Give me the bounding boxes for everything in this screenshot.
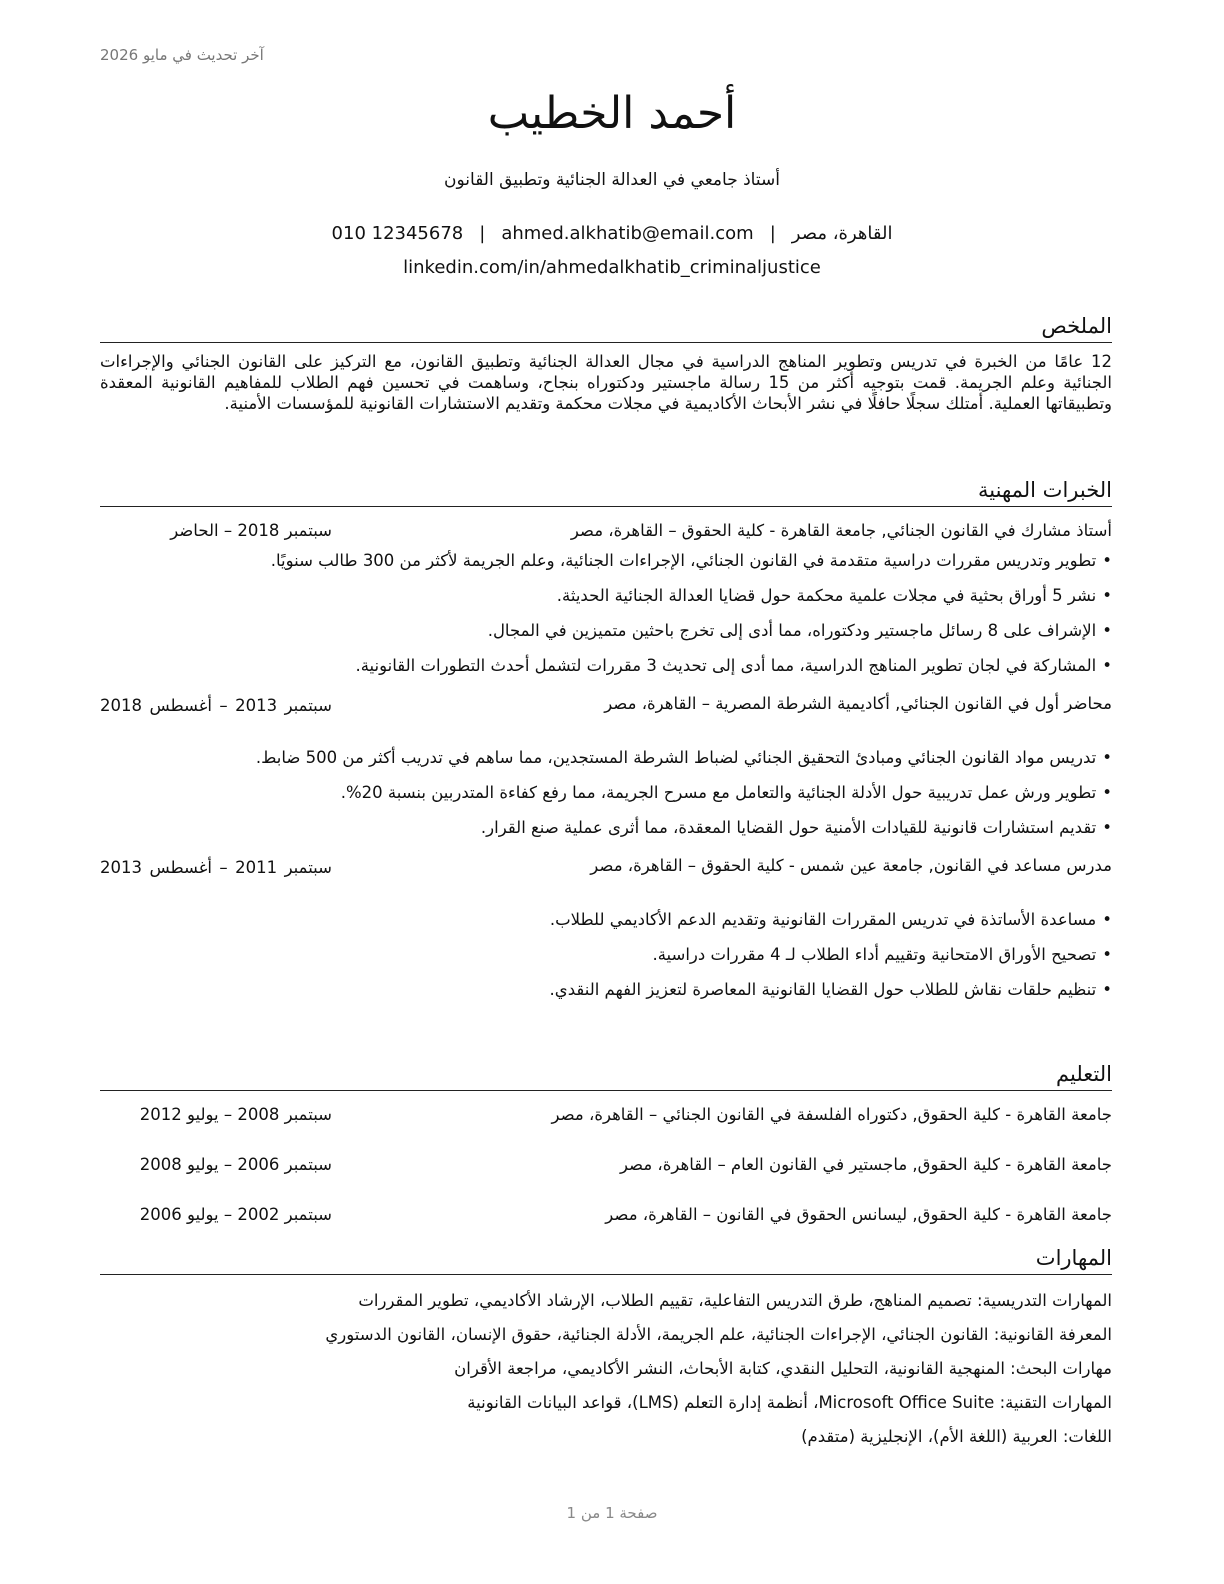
list-item: •تصحيح الأوراق الامتحانية وتقييم أداء الطلاب لـ 4 مقررات دراسية. bbox=[652, 945, 1112, 964]
separator: | bbox=[479, 223, 486, 244]
job-position: أستاذ مشارك في القانون الجنائي, جامعة القاهرة - كلية الحقوق – القاهرة، مصر bbox=[570, 521, 1112, 540]
skills-section bbox=[100, 1244, 1112, 1459]
list-item: •تدريس مواد القانون الجنائي ومبادئ التحقيق الجنائي لضباط الشرطة المستجدين، مما ساهم في تدريب أكثر من 500 ضابط. bbox=[255, 748, 1112, 767]
job-header bbox=[100, 694, 1112, 744]
job-position: مدرس مساعد في القانون, جامعة عين شمس - كلية الحقوق – القاهرة، مصر bbox=[590, 856, 1112, 875]
experience-title: الخبرات المهنية bbox=[100, 476, 1112, 507]
page-number: صفحة 1 من 1 bbox=[566, 1504, 658, 1522]
job-entry bbox=[100, 694, 1112, 840]
job-header bbox=[100, 521, 1112, 547]
email-link[interactable]: ahmed.alkhatib@email.com bbox=[501, 223, 754, 244]
skills-list bbox=[100, 1289, 1112, 1449]
education-degree: جامعة القاهرة - كلية الحقوق, دكتوراه الفلسفة في القانون الجنائي – القاهرة، مصر bbox=[551, 1105, 1112, 1124]
summary-text: 12 عامًا من الخبرة في تدريس وتطوير المناهج الدراسية في مجال العدالة الجنائية وتطبيق القانون، مع التركيز على القانون الجنائي والإجراءات الجنائية وعلم الجريمة. قمت بتوجيه أكثر من 15 رسالة ماجستير ودكتوراه بنجاح، وساهمت في تحسين فهم الطلاب للمفاهيم القانونية المعقدة وتطبيقاتها العملية. أمتلك سجلًا حافلًا في نشر الأبحاث الأكاديمية في مجلات محكمة وتقديم الاستشارات القانونية للمؤسسات الأمنية. bbox=[100, 352, 1112, 413]
job-bullets bbox=[100, 549, 1112, 678]
person-name: أحمد الخطيب bbox=[487, 88, 737, 139]
skills-title: المهارات bbox=[100, 1244, 1112, 1275]
list-item: •نشر 5 أوراق بحثية في مجلات علمية محكمة حول قضايا العدالة الجنائية الحديثة. bbox=[556, 586, 1112, 605]
location: القاهرة، مصر bbox=[791, 223, 893, 244]
job-bullets bbox=[100, 746, 1112, 840]
education-degree: جامعة القاهرة - كلية الحقوق, ليسانس الحقوق في القانون – القاهرة، مصر bbox=[605, 1205, 1112, 1224]
list-item: •تنظيم حلقات نقاش للطلاب حول القضايا القانونية المعاصرة لتعزيز الفهم النقدي. bbox=[549, 980, 1112, 999]
job-entry bbox=[100, 856, 1112, 1002]
phone: 010 12345678 bbox=[331, 223, 464, 244]
contact-line bbox=[0, 223, 1224, 244]
skill-item: اللغات: العربية (اللغة الأم)، الإنجليزية (متقدم) bbox=[801, 1427, 1112, 1446]
education-item bbox=[100, 1155, 1112, 1181]
experience-section bbox=[100, 476, 1112, 1013]
education-item bbox=[100, 1105, 1112, 1131]
education-date: سبتمبر 2008 – يوليو 2012 bbox=[139, 1105, 332, 1124]
skill-item: المهارات التدريسية: تصميم المناهج، طرق التدريس التفاعلية، تقييم الطلاب، الإرشاد الأكاديمي، تطوير المقررات bbox=[358, 1291, 1112, 1310]
education-date: سبتمبر 2006 – يوليو 2008 bbox=[139, 1155, 332, 1174]
education-item bbox=[100, 1205, 1112, 1231]
list-item: •تطوير وتدريس مقررات دراسية متقدمة في القانون الجنائي، الإجراءات الجنائية، وعلم الجريمة لأكثر من 300 طالب سنويًا. bbox=[270, 551, 1112, 570]
skill-item: المهارات التقنية: Microsoft Office Suite، أنظمة إدارة التعلم (LMS)، قواعد البيانات القانونية bbox=[467, 1393, 1112, 1412]
summary-section bbox=[100, 312, 1112, 414]
job-bullets bbox=[100, 908, 1112, 1002]
linkedin-link[interactable]: linkedin.com/in/ahmedalkhatib_criminaljustice bbox=[403, 257, 821, 278]
skill-item: المعرفة القانونية: القانون الجنائي، الإجراءات الجنائية، علم الجريمة، الأدلة الجنائية، حقوق الإنسان، القانون الدستوري bbox=[325, 1325, 1112, 1344]
education-section bbox=[100, 1060, 1112, 1231]
tagline: أستاذ جامعي في العدالة الجنائية وتطبيق القانون bbox=[444, 170, 780, 190]
job-header bbox=[100, 856, 1112, 906]
last-updated: آخر تحديث في مايو 2026 bbox=[100, 46, 264, 64]
list-item: •الإشراف على 8 رسائل ماجستير ودكتوراه، مما أدى إلى تخرج باحثين متميزين في المجال. bbox=[487, 621, 1112, 640]
job-date: سبتمبر 2018 – الحاضر bbox=[170, 521, 332, 540]
education-title: التعليم bbox=[100, 1060, 1112, 1091]
separator: | bbox=[769, 223, 776, 244]
list-item: •تقديم استشارات قانونية للقيادات الأمنية حول القضايا المعقدة، مما أثرى عملية صنع القرار. bbox=[480, 818, 1112, 837]
education-date: سبتمبر 2002 – يوليو 2006 bbox=[139, 1205, 332, 1224]
summary-title: الملخص bbox=[100, 312, 1112, 343]
list-item: •تطوير ورش عمل تدريبية حول الأدلة الجنائية والتعامل مع مسرح الجريمة، مما رفع كفاءة المتدربين بنسبة 20%. bbox=[340, 783, 1112, 802]
skill-item: مهارات البحث: المنهجية القانونية، التحليل النقدي، كتابة الأبحاث، النشر الأكاديمي، مراجعة الأقران bbox=[454, 1359, 1112, 1378]
job-entry bbox=[100, 521, 1112, 678]
list-item: •مساعدة الأساتذة في تدريس المقررات القانونية وتقديم الدعم الأكاديمي للطلاب. bbox=[549, 910, 1112, 929]
list-item: •المشاركة في لجان تطوير المناهج الدراسية، مما أدى إلى تحديث 3 مقررات لتشمل أحدث التطورات القانونية. bbox=[355, 656, 1112, 675]
job-date: سبتمبر 2011 – أغسطس 2013 bbox=[100, 858, 332, 877]
job-date: سبتمبر 2013 – أغسطس 2018 bbox=[100, 696, 332, 715]
education-degree: جامعة القاهرة - كلية الحقوق, ماجستير في القانون العام – القاهرة، مصر bbox=[619, 1155, 1112, 1174]
job-position: محاضر أول في القانون الجنائي, أكاديمية الشرطة المصرية – القاهرة، مصر bbox=[604, 694, 1112, 713]
